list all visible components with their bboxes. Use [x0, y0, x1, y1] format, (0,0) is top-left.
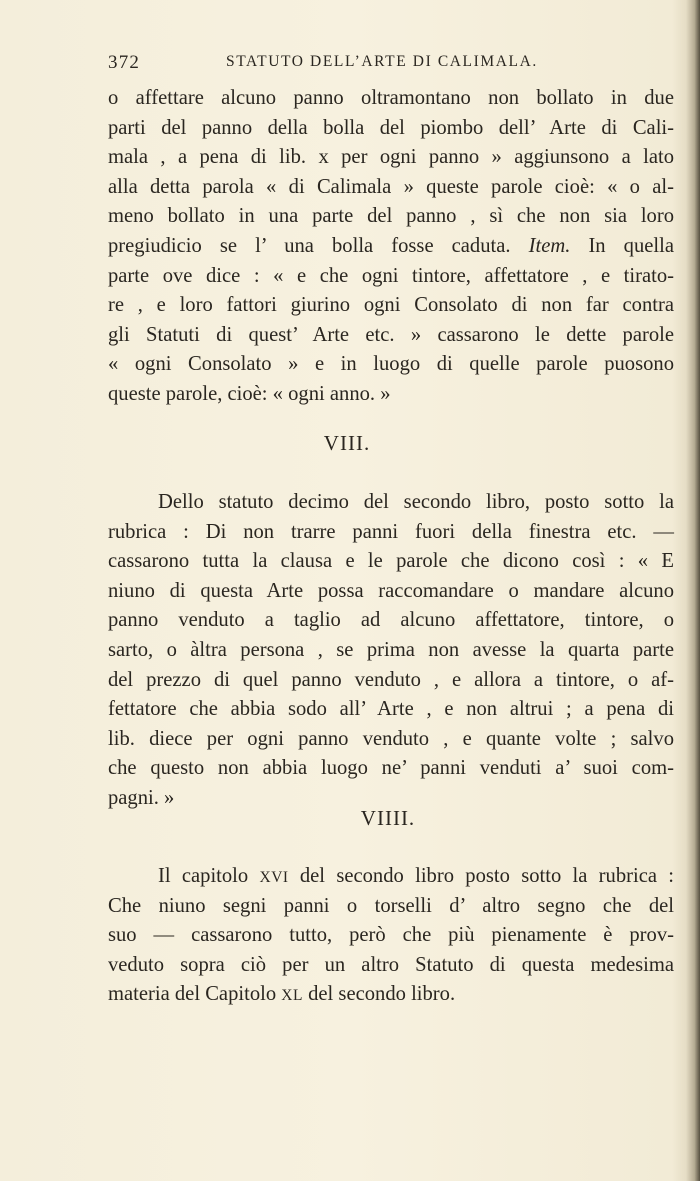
section-heading-viiii: VIIII.	[360, 806, 416, 830]
text-line: pagni. »	[108, 786, 175, 809]
italic-item: Item.	[528, 234, 571, 257]
text-line: alla detta parola « di Calimala » queste parole cioè: « o al-	[108, 175, 674, 198]
text-line: lib. diece per ogni panno venduto , e quante volte ; salvo	[108, 727, 674, 750]
text-line: fettatore che abbia sodo all’ Arte , e non altrui ; a pena di	[108, 698, 674, 721]
text-line: re , e loro fattori giurino ogni Consolato di non far contra	[108, 294, 674, 317]
paragraph-1	[108, 84, 674, 410]
text-segment: del secondo libro.	[308, 983, 456, 1006]
text-segment: del secondo libro posto sotto la rubrica :	[299, 865, 674, 887]
text-line: « ogni Consolato » e in luogo di quelle parole puosono	[108, 353, 674, 376]
text-line: cassarono tutta la clausa e le parole che dicono così : « E	[108, 550, 674, 573]
text-line: veduto sopra ciò per un altro Statuto di questa medesima	[108, 953, 674, 976]
text-line: rubrica : Di non trarre panni fuori della finestra etc. —	[108, 520, 674, 543]
text-line: o affettare alcuno panno oltramontano non bollato in due	[108, 87, 674, 109]
text-line: mala , a pena di lib. x per ogni panno » aggiunsono a lato	[108, 146, 674, 169]
page-header	[108, 52, 674, 76]
text-line: queste parole, cioè: « ogni anno. »	[108, 382, 391, 405]
text-line: panno venduto a taglio ad alcuno affettatore, tintore, o	[108, 609, 674, 632]
text-line: che questo non abbia luogo ne’ panni venduti a’ suoi com-	[108, 757, 674, 780]
text-line: meno bollato in una parte del panno , sì che non sia loro	[108, 205, 674, 228]
page-edge-shadow	[686, 0, 700, 1181]
text-segment: Il capitolo	[158, 865, 249, 887]
page-number: 372	[108, 52, 141, 73]
text-line: Dello statuto decimo del secondo libro, posto sotto la	[158, 491, 674, 513]
text-line: parti del panno della bolla del piombo dell’ Arte di Cali-	[108, 116, 674, 139]
text-segment: materia del Capitolo	[108, 983, 277, 1006]
text-line: sarto, o àltra persona , se prima non avesse la quarta parte	[108, 638, 674, 661]
text-segment: pregiudicio se l’ una bolla fosse caduta.	[108, 234, 511, 257]
text-segment: In quella	[588, 234, 674, 257]
text-line-composite	[108, 980, 674, 1010]
text-line: suo — cassarono tutto, però che più pienamente è prov-	[108, 924, 674, 947]
text-line: niuno di questa Arte possa raccomandare o mandare alcuno	[108, 579, 674, 602]
paragraph-3	[108, 862, 674, 1010]
text-line: parte ove dice : « e che ogni tintore, affettatore , e tirato-	[108, 264, 674, 287]
running-head: STATUTO DELL’ARTE DI CALIMALA.	[226, 53, 538, 70]
text-line-composite	[108, 232, 674, 262]
roman-numeral: XL	[281, 987, 303, 1005]
paragraph-2	[108, 488, 674, 814]
text-line: del prezzo di quel panno venduto , e allora a tintore, o af-	[108, 668, 674, 691]
section-heading-viii: VIII.	[323, 431, 371, 455]
roman-numeral: XVI	[259, 869, 289, 886]
text-line: gli Statuti di quest’ Arte etc. » cassarono le dette parole	[108, 323, 674, 346]
text-line: Che niuno segni panni o torselli d’ altro segno che del	[108, 894, 674, 917]
text-line-composite	[108, 862, 674, 892]
